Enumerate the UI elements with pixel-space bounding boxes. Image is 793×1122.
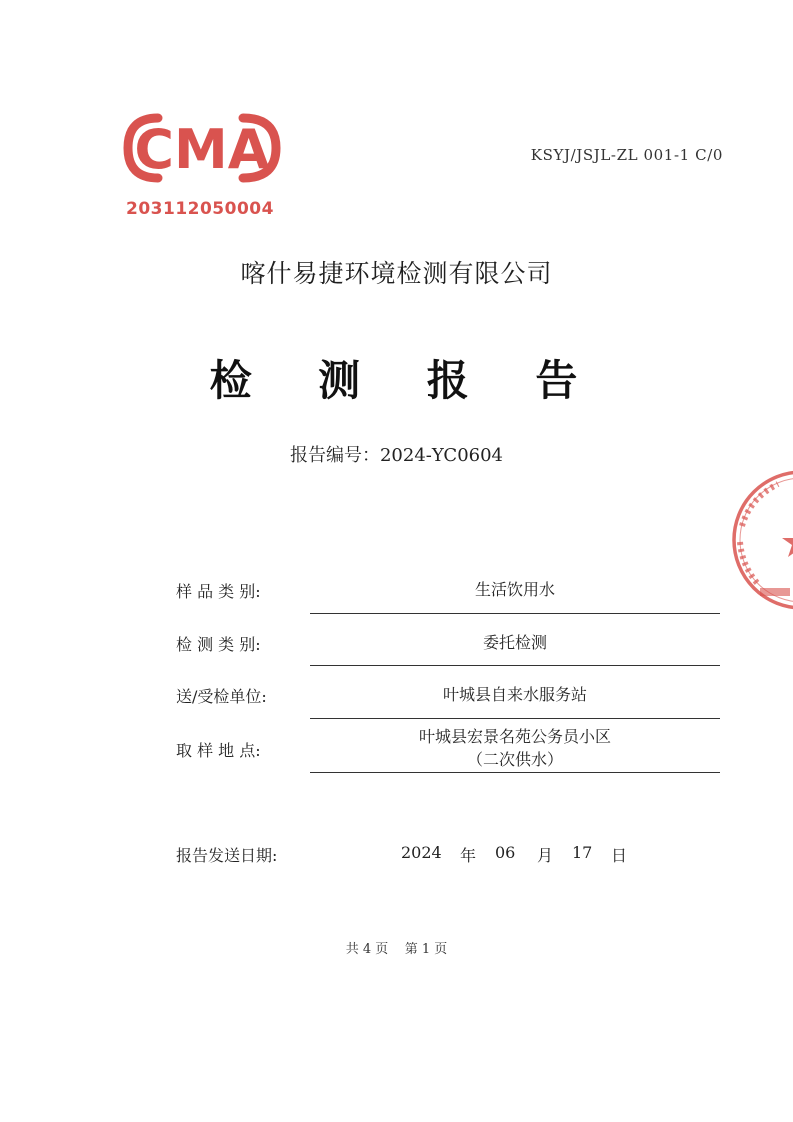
info-label: 送/受检单位: — [176, 687, 267, 706]
send-date-label: 报告发送日期: — [176, 846, 278, 865]
info-label: 检 测 类 别: — [176, 635, 261, 654]
send-date-day: 17 — [572, 843, 593, 862]
underline — [310, 665, 720, 666]
page-info: 共 4 页 第 1 页 — [345, 942, 448, 957]
send-date-month: 06 — [495, 843, 516, 862]
underline — [310, 718, 720, 719]
cma-number: 203112050004 — [126, 199, 274, 219]
send-date-month-unit: 月 — [537, 846, 554, 865]
document-code: KSYJ/JSJL-ZL 001-1 C/0 — [530, 146, 723, 164]
report-number-label: 报告编号： — [289, 445, 380, 466]
info-value: 叶城县自来水服务站 — [442, 685, 587, 704]
send-date-year-unit: 年 — [460, 846, 477, 865]
info-value: 叶城县宏景名苑公务员小区 — [418, 727, 611, 746]
company-name: 喀什易捷环境检测有限公司 — [240, 259, 553, 288]
info-value: 生活饮用水 — [474, 580, 555, 599]
underline — [310, 772, 720, 773]
inspection-seal-stamp — [720, 462, 793, 622]
cma-mark-text: CMA — [134, 118, 270, 181]
report-number — [0, 441, 793, 467]
info-value-line2: （二次供水） — [466, 750, 563, 769]
report-title: 检 测 报 告 — [209, 356, 604, 405]
info-label: 样 品 类 别: — [176, 582, 261, 601]
info-label: 取 样 地 点: — [176, 741, 261, 760]
underline — [310, 613, 720, 614]
send-date-day-unit: 日 — [611, 846, 628, 865]
report-number-value: 2024-YC0604 — [379, 445, 504, 466]
info-value: 委托检测 — [482, 633, 547, 652]
cma-logo — [118, 108, 288, 188]
send-date-year: 2024 — [401, 843, 442, 862]
